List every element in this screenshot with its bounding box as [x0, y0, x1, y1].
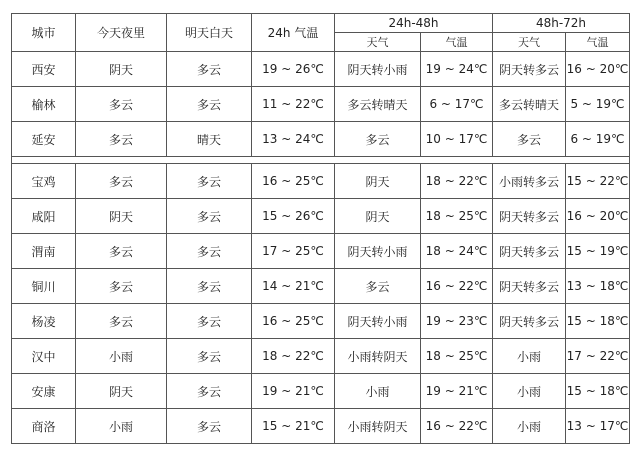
table-row: [12, 269, 630, 304]
table-row: [12, 234, 630, 269]
cell-temp-72h: 16 ~ 20℃: [566, 52, 630, 87]
cell-weather-72h: 阴天转多云: [493, 269, 566, 304]
cell-temp-72h: 17 ~ 22℃: [566, 339, 630, 374]
header-temperature-48h: 气温: [421, 33, 493, 52]
cell-weather-48h: 阴天转小雨: [335, 234, 421, 269]
cell-tonight-weather: 多云: [76, 234, 167, 269]
cell-temp-48h: 16 ~ 22℃: [421, 409, 493, 444]
header-row-top: [12, 14, 630, 33]
table-row: [12, 199, 630, 234]
cell-temp-48h: 18 ~ 24℃: [421, 234, 493, 269]
cell-tonight-weather: 阴天: [76, 199, 167, 234]
table-row: [12, 409, 630, 444]
cell-weather-72h: 多云转晴天: [493, 87, 566, 122]
cell-temp-48h: 6 ~ 17℃: [421, 87, 493, 122]
cell-temp-24h: 15 ~ 21℃: [252, 409, 335, 444]
header-weather-72h: 天气: [493, 33, 566, 52]
cell-city: 延安: [12, 122, 76, 157]
weather-forecast-table: [11, 13, 630, 444]
cell-tomorrow-day-weather: 多云: [167, 164, 252, 199]
cell-temp-48h: 19 ~ 24℃: [421, 52, 493, 87]
cell-temp-48h: 19 ~ 21℃: [421, 374, 493, 409]
cell-temp-48h: 18 ~ 22℃: [421, 164, 493, 199]
cell-tomorrow-day-weather: 多云: [167, 52, 252, 87]
cell-weather-72h: 小雨: [493, 409, 566, 444]
cell-tonight-weather: 小雨: [76, 409, 167, 444]
cell-temp-24h: 15 ~ 26℃: [252, 199, 335, 234]
cell-weather-48h: 阴天: [335, 199, 421, 234]
header-tomorrow-day: 明天白天: [167, 14, 252, 52]
group-separator-row: [12, 157, 630, 164]
cell-weather-48h: 小雨转阴天: [335, 339, 421, 374]
cell-city: 安康: [12, 374, 76, 409]
cell-tomorrow-day-weather: 多云: [167, 304, 252, 339]
cell-tomorrow-day-weather: 多云: [167, 339, 252, 374]
table-row: [12, 164, 630, 199]
cell-city: 杨凌: [12, 304, 76, 339]
header-group-48-72h: 48h-72h: [493, 14, 630, 33]
cell-city: 宝鸡: [12, 164, 76, 199]
table-row: [12, 374, 630, 409]
cell-temp-24h: 19 ~ 21℃: [252, 374, 335, 409]
cell-city: 榆林: [12, 87, 76, 122]
cell-weather-72h: 阴天转多云: [493, 52, 566, 87]
cell-city: 汉中: [12, 339, 76, 374]
cell-temp-72h: 13 ~ 17℃: [566, 409, 630, 444]
cell-tomorrow-day-weather: 多云: [167, 234, 252, 269]
cell-temp-24h: 13 ~ 24℃: [252, 122, 335, 157]
cell-weather-48h: 小雨: [335, 374, 421, 409]
table-row: [12, 87, 630, 122]
cell-weather-72h: 小雨转多云: [493, 164, 566, 199]
cell-tonight-weather: 多云: [76, 122, 167, 157]
cell-weather-72h: 阴天转多云: [493, 304, 566, 339]
cell-weather-72h: 多云: [493, 122, 566, 157]
cell-tonight-weather: 小雨: [76, 339, 167, 374]
cell-temp-24h: 14 ~ 21℃: [252, 269, 335, 304]
cell-temp-72h: 5 ~ 19℃: [566, 87, 630, 122]
cell-tomorrow-day-weather: 多云: [167, 269, 252, 304]
cell-city: 商洛: [12, 409, 76, 444]
cell-city: 西安: [12, 52, 76, 87]
cell-temp-72h: 15 ~ 19℃: [566, 234, 630, 269]
cell-tonight-weather: 多云: [76, 304, 167, 339]
cell-weather-48h: 多云转晴天: [335, 87, 421, 122]
cell-temp-24h: 16 ~ 25℃: [252, 164, 335, 199]
header-tonight: 今天夜里: [76, 14, 167, 52]
cell-weather-48h: 多云: [335, 122, 421, 157]
cell-tonight-weather: 阴天: [76, 374, 167, 409]
cell-temp-72h: 15 ~ 18℃: [566, 374, 630, 409]
cell-temp-24h: 11 ~ 22℃: [252, 87, 335, 122]
cell-weather-72h: 阴天转多云: [493, 234, 566, 269]
cell-temp-48h: 19 ~ 23℃: [421, 304, 493, 339]
table-body: [12, 52, 630, 444]
cell-tomorrow-day-weather: 多云: [167, 87, 252, 122]
cell-temp-24h: 19 ~ 26℃: [252, 52, 335, 87]
cell-weather-48h: 阴天转小雨: [335, 304, 421, 339]
cell-tonight-weather: 多云: [76, 87, 167, 122]
cell-weather-72h: 小雨: [493, 339, 566, 374]
cell-temp-24h: 17 ~ 25℃: [252, 234, 335, 269]
cell-temp-72h: 13 ~ 18℃: [566, 269, 630, 304]
cell-tonight-weather: 阴天: [76, 52, 167, 87]
header-temperature-72h: 气温: [566, 33, 630, 52]
cell-city: 咸阳: [12, 199, 76, 234]
cell-temp-48h: 10 ~ 17℃: [421, 122, 493, 157]
group-separator: [12, 157, 630, 164]
table-row: [12, 52, 630, 87]
cell-city: 铜川: [12, 269, 76, 304]
header-weather-48h: 天气: [335, 33, 421, 52]
cell-temp-48h: 18 ~ 25℃: [421, 339, 493, 374]
cell-tomorrow-day-weather: 多云: [167, 374, 252, 409]
cell-city: 渭南: [12, 234, 76, 269]
cell-weather-48h: 阴天: [335, 164, 421, 199]
cell-temp-24h: 16 ~ 25℃: [252, 304, 335, 339]
header-temp-24h: 24h 气温: [252, 14, 335, 52]
cell-weather-48h: 多云: [335, 269, 421, 304]
table-row: [12, 339, 630, 374]
cell-tomorrow-day-weather: 多云: [167, 409, 252, 444]
cell-tomorrow-day-weather: 晴天: [167, 122, 252, 157]
cell-temp-72h: 16 ~ 20℃: [566, 199, 630, 234]
header-group-24-48h: 24h-48h: [335, 14, 493, 33]
table-row: [12, 304, 630, 339]
cell-tonight-weather: 多云: [76, 164, 167, 199]
cell-weather-48h: 阴天转小雨: [335, 52, 421, 87]
cell-weather-72h: 阴天转多云: [493, 199, 566, 234]
cell-temp-72h: 15 ~ 22℃: [566, 164, 630, 199]
cell-weather-48h: 小雨转阴天: [335, 409, 421, 444]
cell-temp-48h: 18 ~ 25℃: [421, 199, 493, 234]
cell-weather-72h: 小雨: [493, 374, 566, 409]
header-city: 城市: [12, 14, 76, 52]
table-row: [12, 122, 630, 157]
cell-temp-72h: 6 ~ 19℃: [566, 122, 630, 157]
cell-temp-24h: 18 ~ 22℃: [252, 339, 335, 374]
cell-tomorrow-day-weather: 多云: [167, 199, 252, 234]
cell-tonight-weather: 多云: [76, 269, 167, 304]
cell-temp-48h: 16 ~ 22℃: [421, 269, 493, 304]
cell-temp-72h: 15 ~ 18℃: [566, 304, 630, 339]
forecast-table-frame: [11, 13, 629, 464]
